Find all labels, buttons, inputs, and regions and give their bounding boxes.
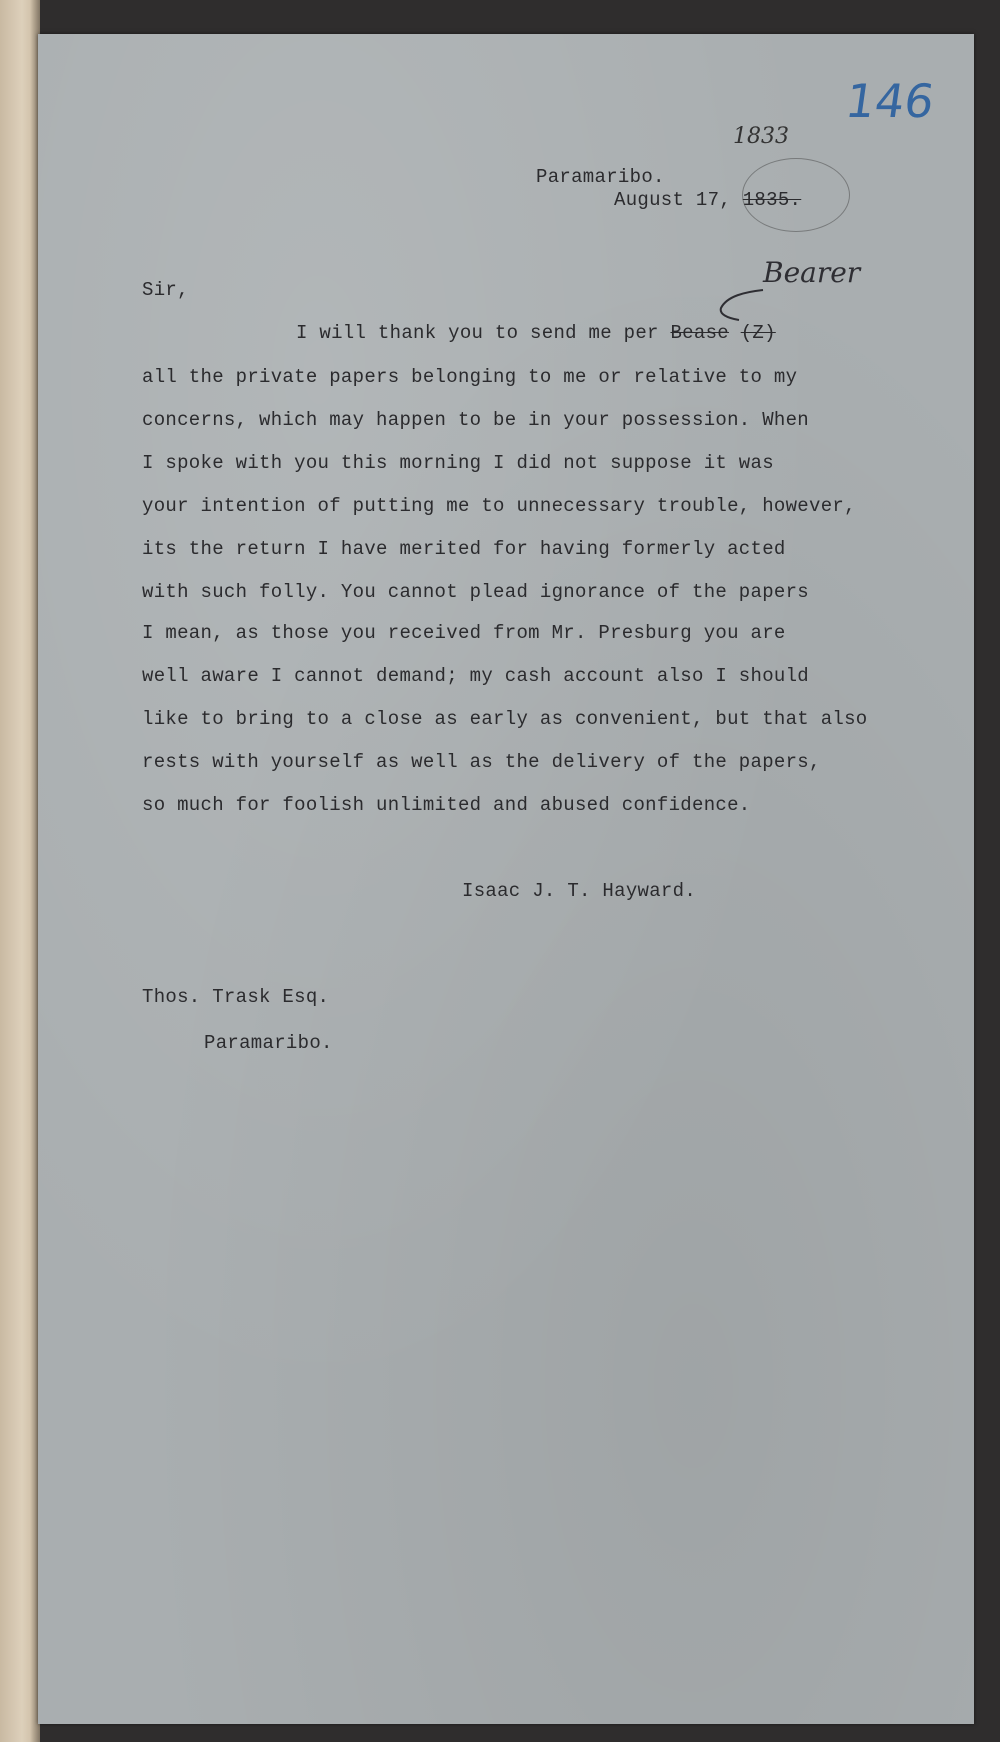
body-line: I spoke with you this morning I did not suppose it was <box>142 452 774 474</box>
body-line: well aware I cannot demand; my cash account also I should <box>142 665 810 687</box>
body-line: with such folly. You cannot plead ignorance of the papers <box>142 581 810 603</box>
struck-word: Bease <box>670 322 729 344</box>
struck-year: 1835. <box>742 189 802 211</box>
body-line-1 <box>296 322 776 344</box>
body-line: your intention of putting me to unnecessary trouble, however, <box>142 495 856 517</box>
handwritten-insertion: Bearer <box>763 256 861 289</box>
insertion-caret-icon <box>715 286 767 326</box>
addressee-place: Paramaribo. <box>204 1032 333 1054</box>
body-line: concerns, which may happen to be in your possession. When <box>142 409 810 431</box>
date-circle-mark <box>742 158 850 232</box>
date-prefix: August 17, <box>614 189 732 211</box>
body-line: all the private papers belonging to me or relative to my <box>142 366 798 388</box>
body-line: I mean, as those you received from Mr. Presburg you are <box>142 622 786 644</box>
signature: Isaac J. T. Hayward. <box>462 880 697 902</box>
body-line: rests with yourself as well as the delivery of the papers, <box>142 751 821 773</box>
handwritten-year: 1833 <box>733 124 789 149</box>
body-line-1-text: I will thank you to send me per <box>296 322 659 344</box>
folio-number: 146 <box>842 74 938 128</box>
body-line: its the return I have merited for having formerly acted <box>142 538 786 560</box>
struck-mark: (Z) <box>740 322 776 344</box>
heading-place: Paramaribo. <box>536 166 665 188</box>
body-line: so much for foolish unlimited and abused confidence. <box>142 794 751 816</box>
salutation: Sir, <box>142 279 189 301</box>
addressee-name: Thos. Trask Esq. <box>142 986 330 1008</box>
body-line: like to bring to a close as early as convenient, but that also <box>142 708 868 730</box>
